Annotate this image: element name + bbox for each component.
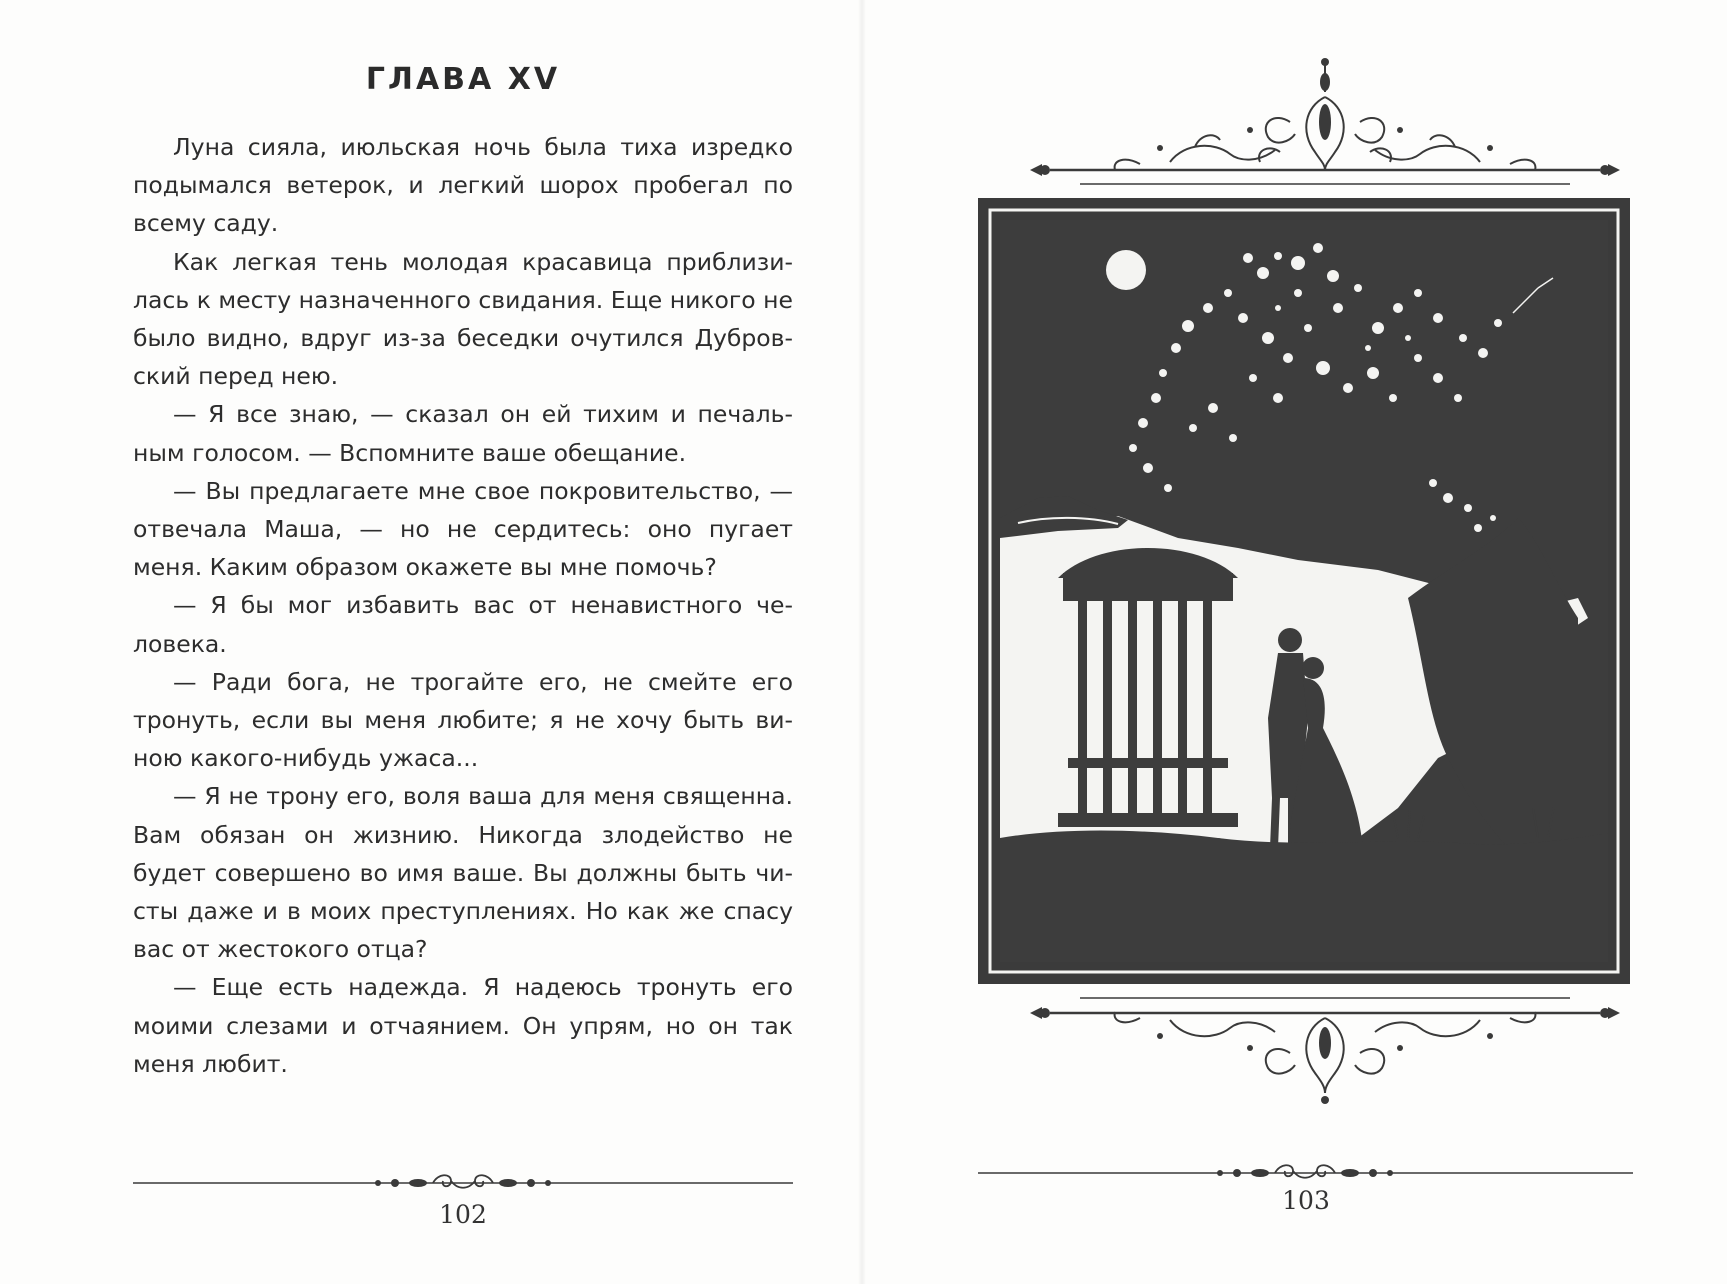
paragraph: — Я не трону его, воля ваша для меня священна. Вам обязан он жизнию. Никогда злодейство не будет совершено во имя ваше. Вы должны быть чисты даже и в моих преступлениях. Но как же спасу вас от жестокого отца? <box>133 782 793 964</box>
top-ornament <box>1020 52 1630 202</box>
footer-rule-ornament <box>133 1168 793 1198</box>
paragraph: — Еще есть надежда. Я надеюсь тронуть его моими слезами и отчаянием. Он упрям, но он так меня любит. <box>133 973 793 1078</box>
page-number: 102 <box>439 1200 487 1229</box>
bottom-ornament <box>1020 978 1630 1108</box>
left-page <box>0 0 862 1284</box>
paragraph: — Ради бога, не трогайте его, не смейте его тронуть, если вы меня любите; я не хочу быть виною какого-нибудь ужаса... <box>133 667 793 773</box>
paragraph: — Я все знаю, — сказал он ей тихим и печальным голосом. — Вспомните ваше обещание. <box>133 400 793 467</box>
chapter-title: ГЛАВА XV <box>365 62 561 97</box>
footer-rule-ornament <box>978 1158 1633 1188</box>
paragraph: Как легкая тень молодая красавица приблизилась к месту назначенного свидания. Еще никого не было видно, вдруг из-за беседки очутился Дубровский перед нею. <box>133 247 793 391</box>
page-number: 103 <box>1282 1186 1330 1215</box>
paragraph: Луна сияла, июльская ночь была тиха изредко подымался ветерок, и легкий шорох пробегал по всему саду. <box>133 133 793 238</box>
paragraph: — Я бы мог избавить вас от ненавистного человека. <box>133 591 793 658</box>
moonlit-garden-illustration <box>978 198 1630 984</box>
gazebo <box>1073 598 1223 818</box>
paragraph: — Вы предлагаете мне свое покровительство, — отвечала Маша, — но не сердитесь: оно пугает меня. Каким образом окажете вы мне помочь? <box>133 476 793 582</box>
moon-icon <box>1106 250 1146 290</box>
chapter-text <box>133 128 793 1083</box>
